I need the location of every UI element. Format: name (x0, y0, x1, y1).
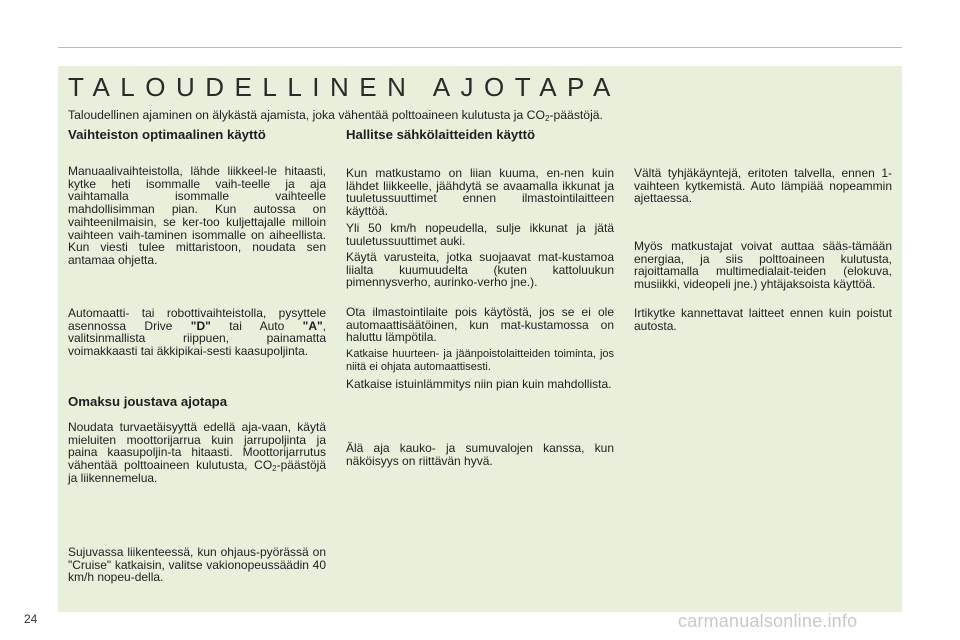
page-number: 24 (24, 612, 38, 626)
para-fog-lights: Älä aja kauko- ja sumuvalojen kanssa, kun näköisyys on riittävän hyvä. (346, 441, 614, 468)
watermark: carmanualsonline.info (678, 611, 858, 631)
intro-text-end: -päästöjä. (549, 108, 603, 122)
para-avoid-idling: Vältä tyhjäkäyntejä, eritoten talvella, ennen 1-vaihteen kytkemistä. Auto lämpiää nopeammin ajettaessa. (634, 166, 892, 206)
intro-co2-subscript: 2 (544, 114, 550, 123)
intro-text-main: Taloudellinen ajaminen on älykästä ajamista, joka vähentää polttoaineen kulutusta ja CO (68, 108, 545, 122)
para-automatic-gearbox: Automaatti- tai robottivaihteistolla, pysyttele asennossa Drive "D" tai Auto "A", valitsinmallista riippuen, painamatta voimakkaasti tai äkkipikai-sesti kaasupoljinta. (68, 306, 327, 359)
para-windows-closed: Yli 50 km/h nopeudella, sulje ikkunat ja jätä tuuletussuuttimet auki. (346, 221, 614, 248)
para-air-conditioning-off: Ota ilmastointilaite pois käytöstä, jos se ei ole automaattisäätöinen, kun mat-kustamossa on haluttu lämpötila. (346, 305, 614, 345)
top-divider (58, 47, 902, 48)
para-safety-distance: Noudata turvaetäisyyttä edellä aja-vaan, käytä mieluiten moottorijarrua kuin jarrupoljinta ja paina kaasupoljin-ta hitaasti. Moottorijarrutus vähentää polttoaineen kulutusta, $CO_2$-päästöjä ja liikennemelua. (68, 420, 326, 485)
page-title: TALOUDELLINEN AJOTAPA (68, 72, 621, 102)
heading-electrical-devices: Hallitse sähkölaitteiden käyttö (346, 127, 536, 142)
para-cruise-control: Sujuvassa liikenteessä, kun ohjaus-pyörässä on "Cruise" katkaisin, valitse vakionopeussäädin 40 km/h nopeu-della. (68, 545, 326, 585)
auto-mode-label: "A" (302, 318, 323, 333)
heading-gearbox: Vaihteiston optimaalinen käyttö (68, 127, 266, 142)
para-cabin-cooling: Kun matkustamo on liian kuuma, en-nen kuin lähdet liikkeelle, jäähdytä se avaamalla ikkunat ja tuuletussuuttimet ennen ilmastointilaitteen käyttöä. (346, 166, 614, 219)
intro-text (68, 108, 603, 122)
para-sun-protection: Käytä varusteita, jotka suojaavat mat-kustamoa liialta kuumuudelta (kuten kattoluukun pimennysverho, aurinko-verho jne.). (346, 250, 614, 290)
para-disconnect-devices: Irtikytke kannettavat laitteet ennen kuin poistut autosta. (634, 306, 892, 333)
drive-mode-label: "D" (190, 318, 211, 333)
co2-subscript: 2 (272, 464, 277, 474)
para-manual-gearbox: Manuaalivaihteistolla, lähde liikkeel-le hitaasti, kytke heti isommalle vaih-teelle ja aja vaihtamalla isommalle vaihteelle mahdollisimman pian. Kun autossa on vaihteenilmaisin, se ker-too kuljettajalle milloin vaihteen vaih-taminen isommalle on aiheellista. Kun viesti tulee mittaristoon, noudata sen antamaa ohjetta. (68, 164, 326, 267)
para-seat-heating-off: Katkaise istuinlämmitys niin pian kuin mahdollista. (346, 377, 612, 391)
heading-flexible-driving: Omaksu joustava ajotapa (68, 394, 228, 409)
para-passengers-save-energy: Myös matkustajat voivat auttaa sääs-tämään energiaa, ja siis polttoaineen kulutusta, rajoittamalla multimedialait-teiden (elokuva, musiikki, videopeli jne.) yhtäjaksoista käyttöä. (634, 239, 892, 292)
para-defrost-off: Katkaise huurteen- ja jäänpoistolaitteiden toiminta, jos niitä ei ohjata automaattisesti. (346, 348, 614, 373)
